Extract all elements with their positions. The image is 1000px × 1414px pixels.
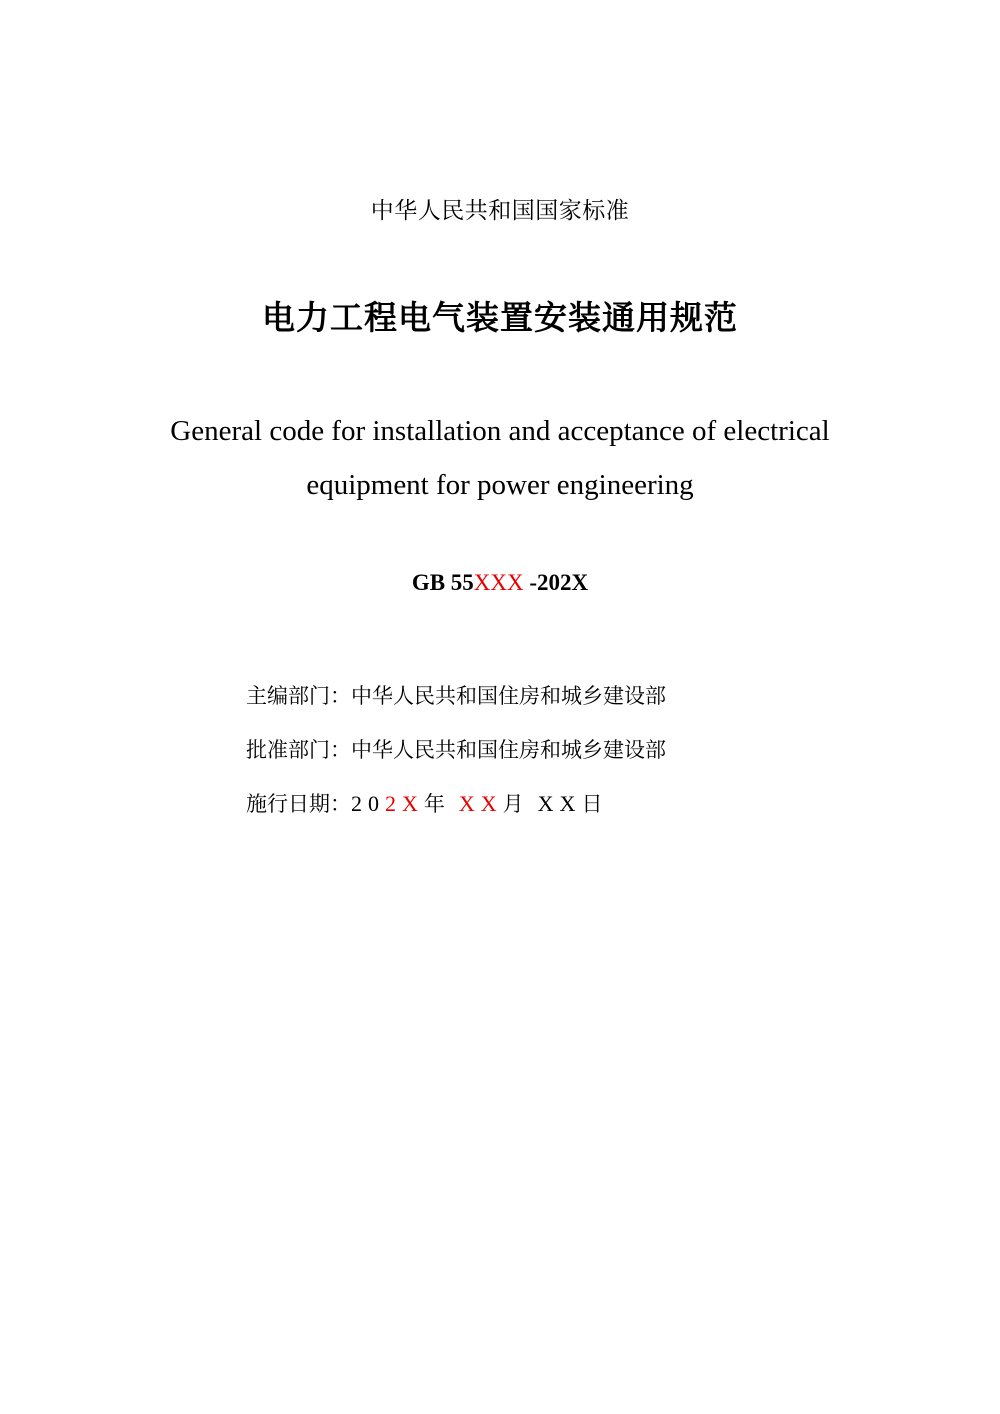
- year-fixed: 20: [351, 791, 385, 816]
- approver-label: 批准部门：: [246, 738, 351, 762]
- code-prefix: GB 55: [411, 570, 474, 595]
- editor-label: 主编部门：: [246, 684, 351, 708]
- chinese-title: 电力工程电气装置安装通用规范: [262, 298, 738, 337]
- standard-category: 中华人民共和国国家标准: [370, 198, 630, 224]
- english-title-line-2: equipment for power engineering: [306, 469, 694, 501]
- effective-date: [246, 788, 602, 818]
- month-unit: 月: [502, 792, 524, 816]
- approver-department: [246, 734, 666, 764]
- editor-department: [246, 680, 666, 710]
- editor-value: 中华人民共和国住房和城乡建设部: [351, 684, 666, 708]
- standard-code: [0, 570, 1000, 596]
- day-placeholder: XX: [537, 791, 582, 816]
- effective-date-label: 施行日期：: [246, 792, 351, 816]
- year-placeholder: 2X: [385, 791, 424, 816]
- english-title: [0, 404, 1000, 512]
- year-unit: 年: [423, 792, 445, 816]
- day-unit: 日: [581, 792, 603, 816]
- approver-value: 中华人民共和国住房和城乡建设部: [351, 738, 666, 762]
- code-number-placeholder: XXX: [473, 570, 524, 595]
- month-placeholder: XX: [458, 791, 503, 816]
- code-suffix: -202X: [523, 570, 589, 595]
- english-title-line-1: General code for installation and acceptance of electrical: [170, 415, 830, 447]
